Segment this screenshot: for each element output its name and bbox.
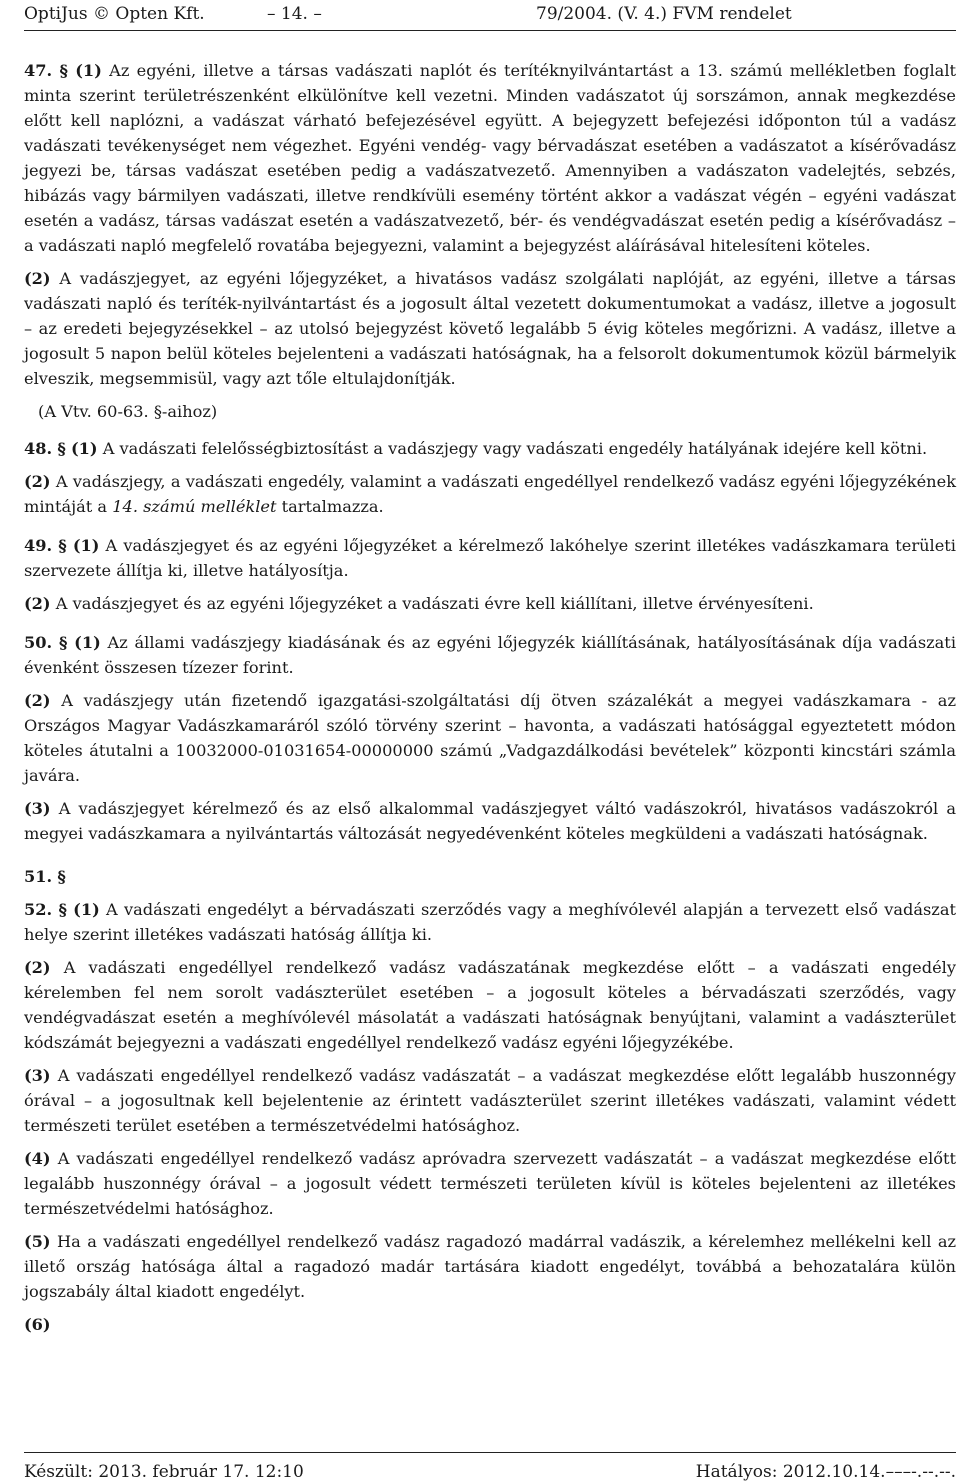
paragraph-label: (2) bbox=[24, 958, 51, 977]
section-sign: § bbox=[57, 867, 66, 886]
section-number: 47. bbox=[24, 61, 53, 80]
paragraph-text: A vadászati engedéllyel rendelkező vadász apróvadra szervezett vadászatát – a vadászat megkezdése előtt legalább huszonnégy órával – a jogosult védett természeti területen kívül is köteles bejelenteni az illetékes természetvédelmi hatósághoz. bbox=[24, 1149, 956, 1218]
paragraph-text: A vadászjegyet kérelmező és az első alkalommal vadászjegyet váltó vadászokról, hivatásos vadászokról a megyei vadászkamara a nyilvántartás változását negyedévenként köteles megküldeni a vadászati hatóságnak. bbox=[24, 799, 956, 843]
footer-effective: Hatályos: 2012.10.14.–––-.--.--. bbox=[695, 1462, 956, 1482]
section-sign: § bbox=[58, 536, 67, 555]
annex-reference: 14. számú melléklet bbox=[112, 497, 277, 516]
section-paragraph bbox=[24, 1312, 956, 1337]
paragraph-text: A vadászjegyet, az egyéni lőjegyzéket, a hivatásos vadász szolgálati naplóját, az egyéni, illetve a társas vadászati napló és teríték-nyilvántartást és a jogosult által vezetett dokumentumokat a vadász, illetve a jogosult – az eredeti bejegyzésekkel – az utolsó bejegyzést követő legalább 5 évig köteles megőrizni. A vadász, illetve a jogosult 5 napon belül köteles bejelenteni a vadászati hatóságnak, ha a felsorolt dokumentumok közül bármelyik elveszik, megsemmisül, vagy azt tőle eltulajdonítják. bbox=[24, 269, 956, 388]
section-number: 52. bbox=[24, 900, 53, 919]
section-sign: § bbox=[58, 900, 67, 919]
section-paragraph bbox=[24, 1229, 956, 1304]
page-footer bbox=[24, 1460, 956, 1484]
paragraph-text: A vadászjegy után fizetendő igazgatási-szolgáltatási díj ötven százalékát a megyei vadászkamara - az Országos Magyar Vadászkamaráról szóló törvény szerint – havonta, a vadászati hatósággal egyeztetett módon köteles átutalni a 10032000-01031654-00000000 számú „Vadgazdálkodási bevételek” központi kincstári számla javára. bbox=[24, 691, 956, 785]
paragraph-text: Az egyéni, illetve a társas vadászati naplót és terítéknyilvántartást a 13. számú mellékletben foglalt minta szerint területrészenként elkülönítve kell vezetni. Minden vadászatot új sorszámon, annak megkezdése előtt kell naplózni, a vadászat várható befejezésével együtt. A bejegyzett befejezési időponton túl a vadász vadászati tevékenységet nem végezhet. Egyéni vendég- vagy bérvadászat esetében a vadászatot a kísérővadász jegyezi be, társas vadászat esetében pedig a vadászatvezető. Amennyiben a vadászaton vadelejtés, sebzés, hibázás vagy bármilyen vadászati, illetve rendkívüli esemény történt akkor a vadászat végén – egyéni vadászat esetén a vadász, társas vadászat esetén a vadászatvezető, bér- és vendégvadászat esetén pedig a kísérővadász – a vadászati napló megfelelő rovatába bejegyezni, valamint a bejegyzést aláírásával hitelesíteni köteles. bbox=[24, 61, 956, 255]
header-publisher: OptiJus © Opten Kft. bbox=[24, 4, 205, 24]
paragraph-label: (3) bbox=[24, 799, 51, 818]
document-body bbox=[24, 58, 956, 1351]
paragraph-text: A vadászati engedélyt a bérvadászati szerződés vagy a meghívólevél alapján a tervezett első vadászat helye szerint illetékes vadászati hatóság állítja ki. bbox=[24, 900, 956, 944]
section-number: 48. bbox=[24, 439, 53, 458]
section-paragraph bbox=[24, 796, 956, 846]
section-paragraph bbox=[24, 955, 956, 1055]
paragraph-label: (1) bbox=[72, 536, 100, 555]
paragraph-label: (5) bbox=[24, 1232, 51, 1251]
section-sign: § bbox=[59, 61, 68, 80]
paragraph-text-tail: tartalmazza. bbox=[276, 497, 384, 516]
footer-rule bbox=[24, 1452, 956, 1453]
section-paragraph bbox=[24, 469, 956, 519]
paragraph-text: A vadászjegyet és az egyéni lőjegyzéket a vadászati évre kell kiállítani, illetve érvényesíteni. bbox=[50, 594, 814, 613]
paragraph-text: A vadászati engedéllyel rendelkező vadász vadászatának megkezdése előtt – a vadászati engedély kérelemben fel nem sorolt vadászterület esetében – a jogosult köteles a bérvadászati szerződés, vagy vendégvadászat esetén a meghívólevél másolatát a vadászati hatóságnak benyújtani, valamint a vadászterület kódszámát bejegyezni a vadászati engedéllyel rendelkező vadász egyéni lőjegyzékébe. bbox=[24, 958, 956, 1052]
section-number: 49. bbox=[24, 536, 53, 555]
paragraph-label: (1) bbox=[75, 61, 102, 80]
header-doc-ref: 79/2004. (V. 4.) FVM rendelet bbox=[536, 4, 792, 24]
paragraph-label: (2) bbox=[24, 691, 51, 710]
paragraph-text: A vadászati felelősségbiztosítást a vadászjegy vagy vadászati engedély hatályának idejére kell kötni. bbox=[97, 439, 928, 458]
header-rule bbox=[24, 30, 956, 31]
section-paragraph bbox=[24, 897, 956, 947]
paragraph-label: (2) bbox=[24, 269, 51, 288]
section-paragraph bbox=[24, 436, 956, 461]
section-sign: § bbox=[58, 633, 68, 652]
paragraph-label: (1) bbox=[70, 439, 98, 458]
paragraph-text: A vadászjegy, a vadászati engedély, valamint a vadászati engedéllyel rendelkező vadász egyéni lőjegyzékének mintáját a bbox=[24, 472, 956, 516]
section-paragraph bbox=[24, 1063, 956, 1138]
section-paragraph bbox=[24, 688, 956, 788]
paragraph-label: (4) bbox=[24, 1149, 51, 1168]
section-paragraph bbox=[24, 1146, 956, 1221]
section-paragraph bbox=[24, 58, 956, 258]
paragraph-label: (6) bbox=[24, 1315, 51, 1334]
paragraph-text: Ha a vadászati engedéllyel rendelkező vadász ragadozó madárral vadászik, a kérelemhez mellékelni kell az illető ország hatósága által a ragadozó madár tartására kiadott engedélyt, továbbá a behozatalára külön jogszabály által kiadott engedélyt. bbox=[24, 1232, 956, 1301]
section-sign: § bbox=[57, 439, 66, 458]
section-paragraph bbox=[24, 591, 956, 616]
section-paragraph bbox=[24, 266, 956, 391]
paragraph-label: (3) bbox=[24, 1066, 51, 1085]
paragraph-text: A vadászjegyet és az egyéni lőjegyzéket a kérelmező lakóhelye szerint illetékes vadászkamara területi szervezete állítja ki, illetve hatályosítja. bbox=[24, 536, 956, 580]
page-header bbox=[24, 2, 956, 28]
section-number: 51. bbox=[24, 867, 53, 886]
paragraph-label: (2) bbox=[24, 594, 51, 613]
paragraph-label: (1) bbox=[74, 633, 101, 652]
paragraph-label: (1) bbox=[73, 900, 100, 919]
header-page-number: – 14. – bbox=[267, 4, 322, 24]
paragraph-text: A vadászati engedéllyel rendelkező vadász vadászatát – a vadászat megkezdése előtt legalább huszonnégy órával – a jogosultnak kell bejelentenie az érintett vadászterület szerint illetékes vadászati, valamint védett természeti terület esetében a természetvédelmi hatósághoz. bbox=[24, 1066, 956, 1135]
footer-created: Készült: 2013. február 17. 12:10 bbox=[24, 1462, 304, 1482]
paragraph-label: (2) bbox=[24, 472, 51, 491]
section-paragraph bbox=[24, 533, 956, 583]
document-page bbox=[24, 0, 956, 1484]
legal-reference-note: (A Vtv. 60-63. §-aihoz) bbox=[38, 402, 218, 421]
paragraph-text: Az állami vadászjegy kiadásának és az egyéni lőjegyzék kiállításának, hatályosításának díja vadászati évenként összesen tízezer forint. bbox=[24, 633, 956, 677]
section-paragraph bbox=[24, 864, 956, 889]
section-number: 50. bbox=[24, 633, 53, 652]
section-paragraph bbox=[24, 630, 956, 680]
